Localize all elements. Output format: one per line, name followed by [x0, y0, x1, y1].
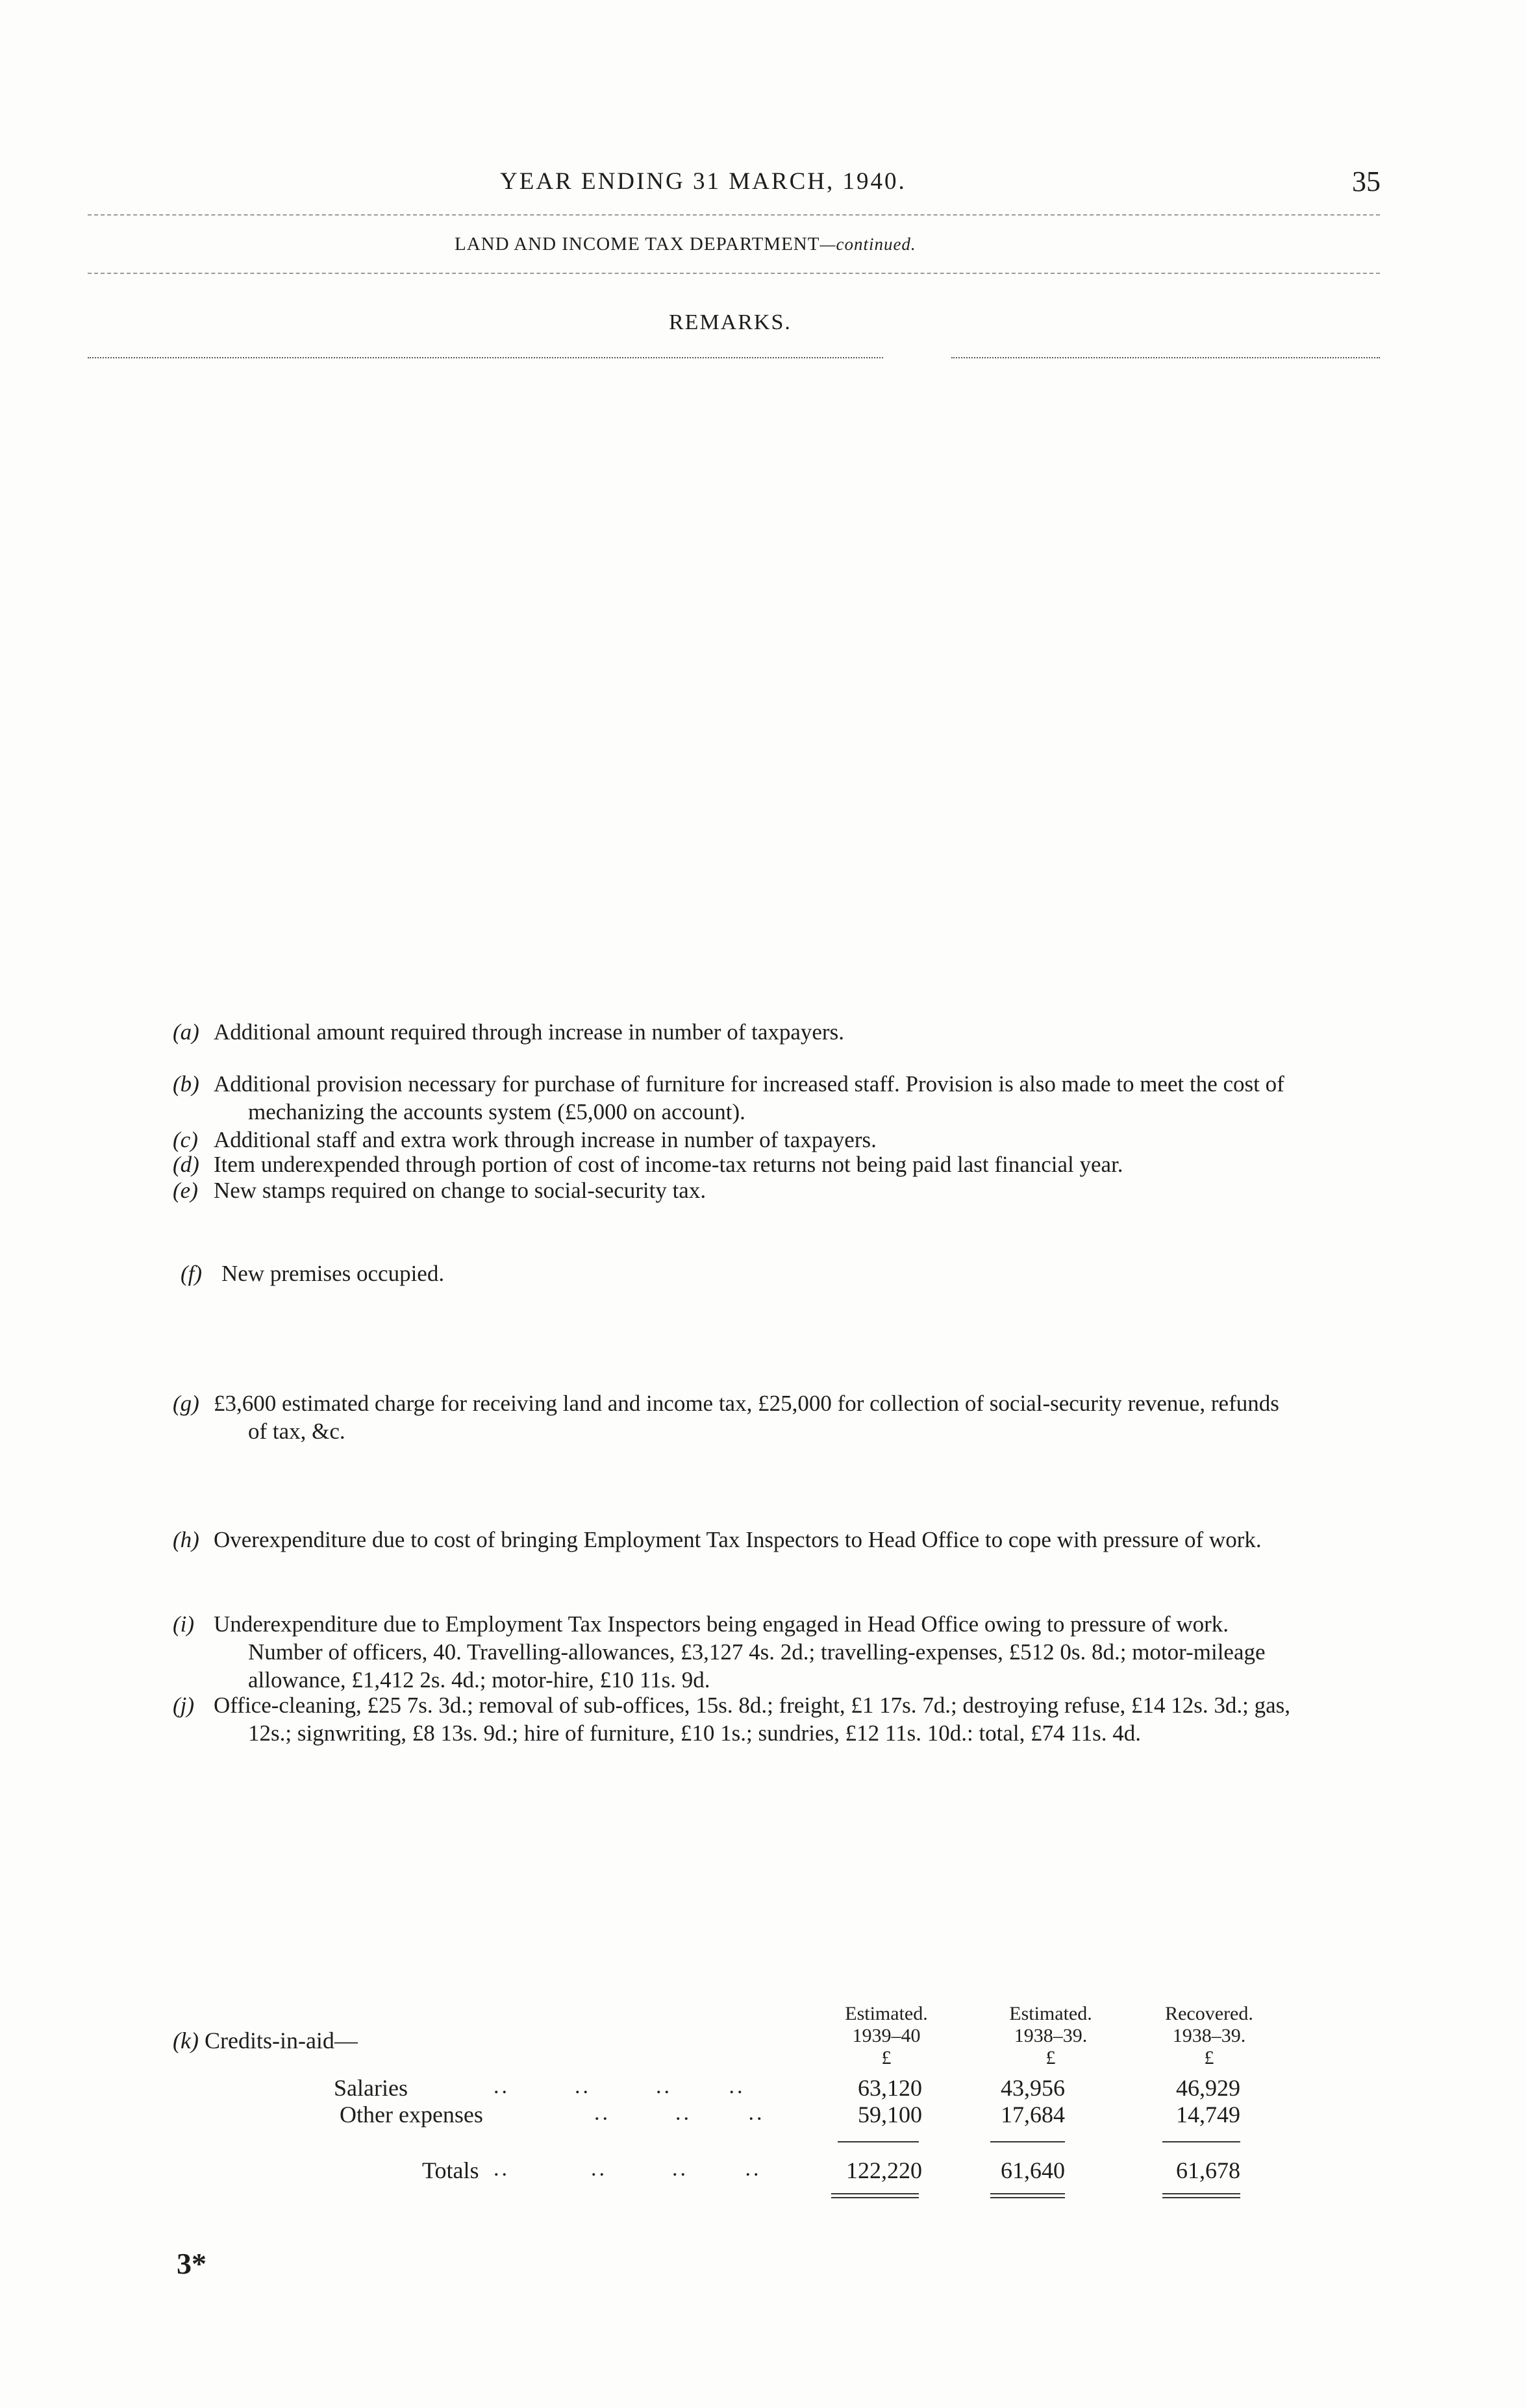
note-mark: (i) [173, 1611, 195, 1637]
note-a [173, 1018, 1303, 1046]
credits-title [173, 2027, 358, 2054]
note-mark: (h) [173, 1527, 199, 1552]
double-rule [831, 2193, 919, 2198]
note-e [173, 1176, 1303, 1204]
note-text: New stamps required on change to social-security tax. [214, 1178, 707, 1203]
column-label: Estimated. [1009, 2003, 1092, 2024]
remarks-rule-right [951, 357, 1380, 358]
note-text: Underexpenditure due to Employment Tax Inspectors being engaged in Head Office owing to pressure of work. Number of officers, 40. Travelling-allowances, £3,127 4s. 2d.; travelling-expenses, £512 0s. 8d.; motor-mileage allowance, £1,412 2s. 4d.; motor-hire, £10 11s. 9d. [214, 1611, 1266, 1693]
continued-label: —continued. [819, 234, 916, 254]
note-mark: (f) [181, 1261, 203, 1286]
note-text: £3,600 estimated charge for receiving land and income tax, £25,000 for collection of social-security revenue, refunds of tax, &c. [214, 1391, 1279, 1444]
double-rule [1162, 2193, 1240, 2198]
leader-dots: .. .. .. .. [494, 2074, 745, 2098]
note-text: Additional provision necessary for purchase of furniture for increased staff. Provision is also made to meet the cost of mechanizing the accounts system (£5,000 on account). [214, 1071, 1284, 1124]
running-title: YEAR ENDING 31 MARCH, 1940. [500, 168, 907, 195]
header-rule [88, 214, 1380, 216]
column-label: Recovered. [1165, 2003, 1253, 2024]
value-cell: 63,120 [858, 2075, 922, 2101]
page-number: 35 [1352, 166, 1381, 197]
value-cell: 14,749 [1176, 2102, 1240, 2128]
note-i [173, 1610, 1303, 1694]
note-text: Item underexpended through portion of cost of income-tax returns not being paid last financial year. [214, 1152, 1123, 1177]
remarks-rule-left [88, 357, 883, 358]
note-text: Office-cleaning, £25 7s. 3d.; removal of sub-offices, 15s. 8d.; freight, £1 17s. 7d.; destroying refuse, £14 12s. 3d.; gas, 12s.; signwriting, £8 13s. 9d.; hire of furniture, £10 1s.; sundries, £12 11s. 10d.: total, £74 11s. 4d. [214, 1693, 1290, 1746]
note-mark: (b) [173, 1071, 199, 1097]
row-label-other-expenses: Other expenses [340, 2102, 483, 2128]
column-header [986, 2003, 1116, 2069]
department-name: LAND AND INCOME TAX DEPARTMENT [455, 234, 820, 254]
note-g [173, 1389, 1303, 1445]
note-mark: (d) [173, 1152, 199, 1177]
note-c [173, 1126, 1303, 1154]
signature-mark: 3* [177, 2247, 206, 2280]
value-cell: 17,684 [1001, 2102, 1065, 2128]
column-year: 1938–39. [1172, 2025, 1246, 2046]
double-rule [990, 2193, 1065, 2198]
sum-rule [990, 2141, 1065, 2142]
column-header [825, 2003, 948, 2069]
note-d [173, 1150, 1303, 1178]
note-text: Additional staff and extra work through increase in number of taxpayers. [214, 1127, 877, 1152]
total-cell: 61,678 [1176, 2157, 1240, 2183]
credits-title-text: Credits-in-aid— [204, 2028, 358, 2054]
note-mark: (g) [173, 1391, 199, 1416]
column-year: 1938–39. [1014, 2025, 1088, 2046]
department-rule [88, 273, 1380, 274]
note-mark: (j) [173, 1693, 195, 1718]
note-h [173, 1526, 1303, 1554]
note-j [173, 1691, 1303, 1747]
department-title [455, 234, 916, 255]
column-unit: £ [881, 2047, 892, 2068]
leader-dots: .. .. .. [594, 2101, 765, 2125]
value-cell: 59,100 [858, 2102, 922, 2128]
note-b [173, 1070, 1303, 1126]
row-label-salaries: Salaries [334, 2075, 408, 2101]
note-text: New premises occupied. [221, 1261, 445, 1286]
note-mark: (a) [173, 1019, 199, 1045]
note-f [181, 1260, 1310, 1287]
column-label: Estimated. [845, 2003, 928, 2024]
column-unit: £ [1204, 2047, 1214, 2068]
note-mark: (c) [173, 1127, 198, 1152]
sum-rule [838, 2141, 919, 2142]
note-text: Overexpenditure due to cost of bringing Employment Tax Inspectors to Head Office to cope with pressure of work. [214, 1527, 1262, 1552]
column-unit: £ [1045, 2047, 1056, 2068]
value-cell: 46,929 [1176, 2075, 1240, 2101]
note-mark: (e) [173, 1178, 198, 1203]
sum-rule [1162, 2141, 1240, 2142]
column-year: 1939–40 [852, 2025, 921, 2046]
remarks-heading: REMARKS. [669, 310, 792, 334]
note-text: Additional amount required through increase in number of taxpayers. [214, 1019, 844, 1045]
leader-dots: .. .. .. .. [494, 2157, 762, 2181]
column-header [1144, 2003, 1274, 2069]
credits-mark: (k) [173, 2028, 199, 2054]
total-cell: 61,640 [1001, 2157, 1065, 2183]
totals-label: Totals [422, 2157, 479, 2183]
value-cell: 43,956 [1001, 2075, 1065, 2101]
total-cell: 122,220 [846, 2157, 922, 2183]
